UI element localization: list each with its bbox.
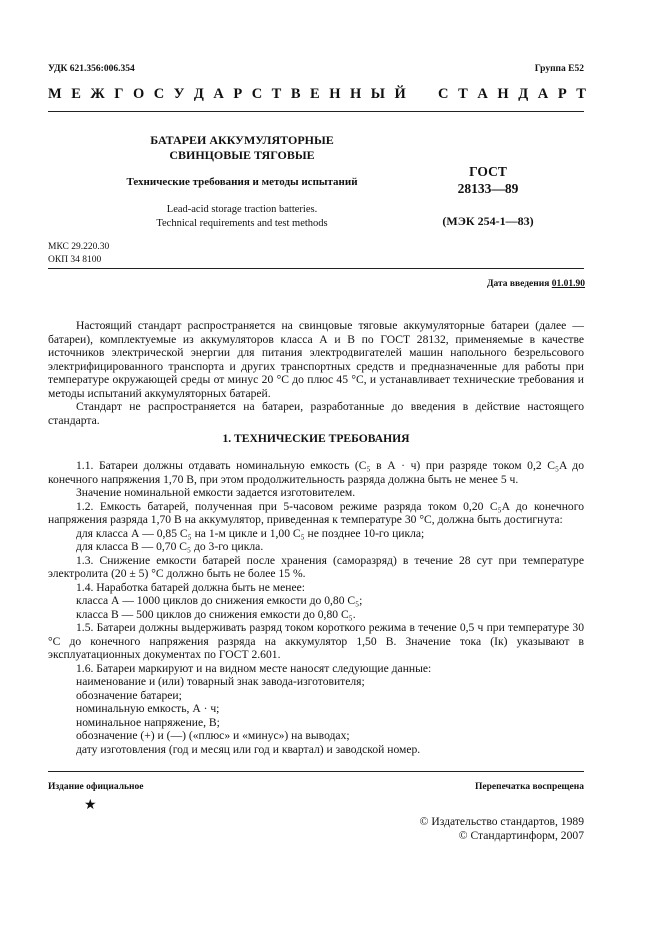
gost-number: 28133—89 xyxy=(457,181,519,196)
introduction-date xyxy=(487,279,585,289)
section-paragraph: обозначение батареи; xyxy=(76,688,182,702)
section-paragraph: 1.6. Батареи маркируют и на видном месте наносят следующие данные: xyxy=(76,661,432,675)
section-paragraph: Значение номинальной емкости задается изготовителем. xyxy=(76,486,356,499)
mks-code: МКС 29.220.30 xyxy=(48,242,110,252)
standard-banner xyxy=(48,86,586,103)
official-edition: Издание официальное xyxy=(48,782,144,792)
gost-designation xyxy=(430,163,546,197)
copyright-block xyxy=(420,815,584,842)
section-paragraph: 1.2. Емкость батарей, полученная при 5-часовом режиме разряда током 0,20 C₅A до конечного напряжения разряда 1,70 В на аккумулятор, приведенная к температуре 30 °С, должна быть достигнута: xyxy=(48,499,584,526)
banner-letter: Г xyxy=(114,86,124,102)
section-paragraph: класса В — 500 циклов до снижения емкости до 0,80 C₅. xyxy=(76,607,356,621)
banner-letter: Е xyxy=(71,86,81,102)
banner-letter: Н xyxy=(497,86,509,102)
section-paragraph: 1.5. Батареи должны выдерживать разряд током короткого режима в течение 0,5 ч при температуре 30 °С до конечного напряжения разряда на аккумулятор 1,50 В. Значение тока (Iк) указывают в эксплуатационных документах по ГОСТ 2.601. xyxy=(48,621,584,661)
footer-rule xyxy=(48,771,584,772)
udk-code: УДК 621.356:006.354 xyxy=(48,64,135,74)
section-paragraph: класса А — 1000 циклов до снижения емкости до 0,80 C₅; xyxy=(76,594,363,607)
group-code: Группа Е52 xyxy=(534,64,584,74)
codes-rule xyxy=(48,268,584,269)
reprint-notice: Перепечатка воспрещена xyxy=(474,782,584,792)
banner-letter: Р xyxy=(557,86,567,102)
banner-letter: В xyxy=(290,86,301,102)
banner-letter: С xyxy=(251,86,263,102)
intro-paragraph: Настоящий стандарт распространяется на свинцовые тяговые аккумуляторные батареи (далее — батареи), комплектуемые из аккумуляторов класса А и В по ГОСТ 28132, применяемые в качестве источников электрической энергии для питания электродвигателей машин напольного безрельсового электрифицированного транспорта и других транспортных средств и предназначенные для работы при температуре окружающей среды от минус 20 °С до плюс 45 °С, и устанавливает технические требования и методы испытаний аккумуляторных батарей. xyxy=(48,319,584,400)
banner-letter: Д xyxy=(193,86,204,102)
section-paragraph: номинальное напряжение, В; xyxy=(76,715,220,729)
banner-letter: М xyxy=(48,86,62,102)
banner-letter: Ы xyxy=(370,86,385,102)
english-title-line-2: Technical requirements and test methods xyxy=(156,218,328,229)
section-paragraph: 1.1. Батареи должны отдавать номинальную емкость (C₅ в А · ч) при разряде током 0,2 C₅A до конечного напряжения 1,70 В, при этом продолжительность разряда должна быть не менее 5 ч. xyxy=(48,459,584,486)
introduction-date-value: 01.01.90 xyxy=(551,279,585,289)
section-paragraph: наименование и (или) товарный знак завода-изготовителя; xyxy=(76,675,365,688)
banner-letter: Р xyxy=(233,86,243,102)
iec-reference: (МЭК 254-1—83) xyxy=(442,214,534,228)
banner-letter: Д xyxy=(518,86,529,102)
section-paragraph: номинальную емкость, А · ч; xyxy=(76,702,220,715)
title-line-1: БАТАРЕИ АККУМУЛЯТОРНЫЕ xyxy=(150,133,334,147)
banner-letter: Т xyxy=(458,86,468,102)
banner-letter: С xyxy=(153,86,165,102)
star-icon: ★ xyxy=(84,798,97,813)
banner-letter: Е xyxy=(310,86,320,102)
english-title xyxy=(120,203,364,231)
banner-letter: У xyxy=(173,86,185,102)
copyright-line-2: © Стандартинформ, 2007 xyxy=(458,828,584,842)
section-paragraph: для класса А — 0,85 C₅ на 1-м цикле и 1,00 C₅ не позднее 10-го цикла; xyxy=(76,526,425,540)
banner-letter: Ж xyxy=(90,86,105,102)
banner-letter: А xyxy=(537,86,549,102)
header-rule xyxy=(48,111,584,112)
classification-codes xyxy=(48,241,109,267)
section-paragraph: 1.4. Наработка батарей должна быть не менее: xyxy=(76,580,305,594)
banner-letter: Т xyxy=(271,86,282,102)
banner-letter: Н xyxy=(349,86,362,102)
banner-letter: Т xyxy=(576,86,586,102)
banner-letter: С xyxy=(438,86,449,102)
gost-label: ГОСТ xyxy=(469,164,507,179)
banner-letter: Й xyxy=(394,86,406,102)
copyright-line-1: © Издательство стандартов, 1989 xyxy=(419,815,584,828)
section-paragraph: дату изготовления (год и месяц или год и квартал) и заводской номер. xyxy=(76,742,421,756)
introduction-text xyxy=(48,319,584,427)
banner-letter: А xyxy=(213,86,224,102)
section-paragraph: 1.3. Снижение емкости батарей после хранения (саморазряд) в течение 28 сут при температуре электролита (20 ± 5) °С должно быть не более 15 %. xyxy=(48,553,584,580)
intro-paragraph: Стандарт не распространяется на батареи, разработанные до введения в действие настоящего стандарта. xyxy=(48,400,584,427)
section-1-body xyxy=(48,459,584,756)
banner-standard xyxy=(438,86,586,103)
section-paragraph: обозначение (+) и (—) («плюс» и «минус») на выводах; xyxy=(76,729,350,742)
introduction-date-label: Дата введения xyxy=(486,279,550,289)
section-paragraph: для класса В — 0,70 C₅ до 3-го цикла. xyxy=(76,540,264,553)
document-subtitle: Технические требования и методы испытаний xyxy=(126,176,358,188)
banner-interstate xyxy=(48,86,406,103)
title-line-2: СВИНЦОВЫЕ ТЯГОВЫЕ xyxy=(169,148,315,162)
banner-letter: О xyxy=(132,86,145,102)
banner-letter: А xyxy=(477,86,488,102)
banner-letter: Н xyxy=(329,86,341,102)
okp-code: ОКП 34 8100 xyxy=(48,255,102,265)
document-title xyxy=(120,133,364,163)
english-title-line-1: Lead-acid storage traction batteries. xyxy=(166,204,318,215)
section-1-heading: 1. ТЕХНИЧЕСКИЕ ТРЕБОВАНИЯ xyxy=(222,432,410,445)
